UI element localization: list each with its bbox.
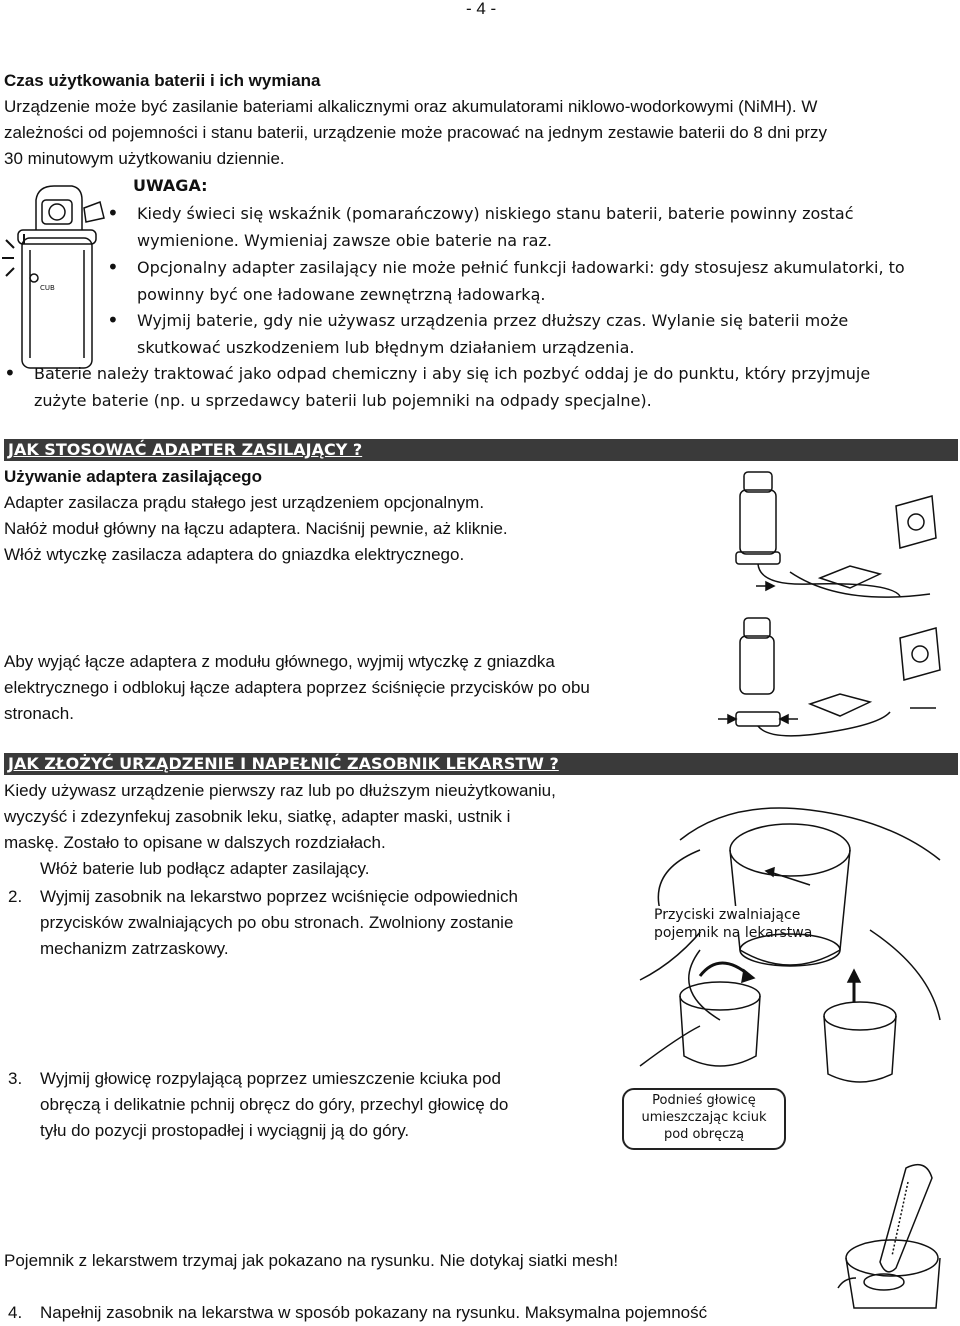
assembly-section-header	[4, 753, 958, 775]
step-3-line-3: tyłu do pozycji prostopadłej i wyciągnij ją do góry.	[40, 1121, 410, 1140]
release-callout	[650, 906, 816, 941]
battery-title: Czas użytkowania baterii i ich wymiana	[4, 71, 321, 90]
bullet-line: • Kiedy świeci się wskaźnik (pomarańczowy) niskiego stanu baterii, baterie powinny zostać	[137, 200, 854, 227]
adapter-line-3: Włóż wtyczkę zasilacza adaptera do gniazdka elektrycznego.	[4, 545, 465, 564]
warning-bullet-1	[137, 200, 854, 254]
thumb-callout-line-3: pod obręczą	[663, 1127, 745, 1142]
adapter-subheading: Używanie adaptera zasilającego	[4, 467, 262, 486]
step-2-number: 2.	[8, 887, 23, 906]
adapter-remove-illustration	[710, 612, 958, 746]
warning-bullet-2	[137, 254, 905, 308]
assembly-intro-line-3: maskę. Zostało to opisane w dalszych rozdziałach.	[4, 833, 386, 852]
battery-intro-line-1: Urządzenie może być zasilanie bateriami alkalicznymi oraz akumulatorami niklowo-wodorkowymi (NiMH). W	[4, 97, 818, 116]
release-callout-line-1: Przyciski zwalniające	[654, 907, 801, 923]
bullet-line: skutkować uszkodzeniem lub błędnym działaniem urządzenia.	[137, 338, 635, 357]
adapter-line-1: Adapter zasilacza prądu stałego jest urządzeniem opcjonalnym.	[4, 493, 485, 512]
step-3-number: 3.	[8, 1069, 23, 1088]
step-2-line-1: Wyjmij zasobnik na lekarstwo poprzez wciśnięcie odpowiednich	[40, 887, 518, 906]
thumb-lift-illustration	[640, 956, 958, 1096]
assembly-intro-line-1: Kiedy używasz urządzenie pierwszy raz lub po dłuższym nieużytkowaniu,	[4, 781, 556, 800]
page-number: - 4 -	[466, 0, 497, 18]
thumb-callout-line-2: umieszczając kciuk	[641, 1110, 767, 1125]
step-2-line-3: mechanizm zatrzaskowy.	[40, 939, 229, 958]
step-4-number: 4.	[8, 1303, 23, 1322]
release-callout-line-2: pojemnik na lekarstwa	[654, 925, 813, 941]
device-low-battery-illustration	[0, 178, 118, 378]
adapter-remove-line-1: Aby wyjąć łącze adaptera z modułu głównego, wyjmij wtyczkę z gniazdka	[4, 652, 555, 671]
battery-intro-line-3: 30 minutowym użytkowaniu dziennie.	[4, 149, 285, 168]
step-4-text: Napełnij zasobnik na lekarstwa w sposób pokazany na rysunku. Maksymalna pojemność	[40, 1303, 708, 1322]
disposal-line-2: zużyte baterie (np. u sprzedawcy baterii lub pojemniki na odpady specjalne).	[34, 391, 652, 410]
step-3-line-2: obręczą i delikatnie pchnij obręcz do góry, przechyl głowicę do	[40, 1095, 509, 1114]
thumb-callout-line-1: Podnieś głowicę	[652, 1093, 756, 1108]
bullet-line: wymienione. Wymieniaj zawsze obie baterie na raz.	[137, 231, 552, 250]
step-3-line-1: Wyjmij głowicę rozpylającą poprzez umieszczenie kciuka pod	[40, 1069, 501, 1088]
bullet-line: • Opcjonalny adapter zasilający nie może pełnić funkcji ładowarki: gdy stosujesz akumulatorki, to	[137, 254, 905, 281]
adapter-section-header	[4, 439, 958, 461]
disposal-line-1: • Baterie należy traktować jako odpad chemiczny i aby się ich pozbyć oddaj je do punktu, który przyjmuje	[34, 360, 870, 387]
bullet-line: powinny być one ładowane zewnętrzną ładowarką.	[137, 285, 546, 304]
adapter-line-2: Nałóż moduł główny na łączu adaptera. Naciśnij pewnie, aż kliknie.	[4, 519, 508, 538]
adapter-remove-line-2: elektrycznego i odblokuj łącze adaptera poprzez ściśnięcie przycisków po obu	[4, 678, 590, 697]
assembly-heading: JAK ZŁOŻYĆ URZĄDZENIE I NAPEŁNIĆ ZASOBNIK LEKARSTW ?	[8, 754, 559, 773]
medicine-container-illustration	[836, 1158, 958, 1318]
step-2-line-2: przycisków zwalniających po obu stronach. Zwolniony zostanie	[40, 913, 514, 932]
step-1-text: Włóż baterie lub podłącz adapter zasilający.	[40, 859, 370, 878]
thumb-callout	[622, 1088, 786, 1150]
battery-intro-line-2: zależności od pojemności i stanu baterii, urządzenie może pracować na jednym zestawie baterii do 8 dni przy	[4, 123, 828, 142]
container-note: Pojemnik z lekarstwem trzymaj jak pokazano na rysunku. Nie dotykaj siatki mesh!	[4, 1251, 619, 1270]
warning-bullet-3	[137, 307, 848, 361]
warning-label: UWAGA:	[133, 176, 208, 195]
adapter-remove-line-3: stronach.	[4, 704, 74, 723]
device-label: CUB	[40, 284, 55, 292]
bullet-line: • Wyjmij baterie, gdy nie używasz urządzenia przez dłuższy czas. Wylanie się baterii może	[137, 307, 848, 334]
assembly-intro-line-2: wyczyść i zdezynfekuj zasobnik leku, siatkę, adapter maski, ustnik i	[4, 807, 511, 826]
adapter-connect-illustration	[700, 466, 958, 614]
disposal-bullet	[34, 360, 870, 414]
adapter-heading: JAK STOSOWAĆ ADAPTER ZASILAJĄCY ?	[8, 440, 363, 459]
